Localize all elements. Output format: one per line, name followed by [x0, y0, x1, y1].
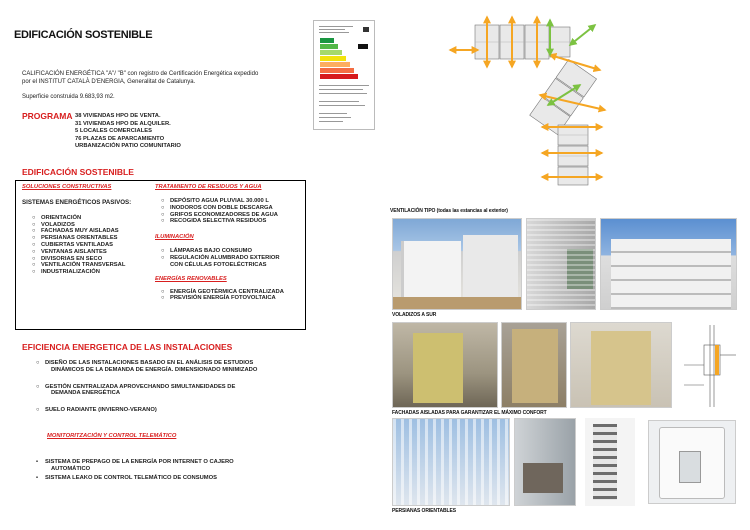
list-item: ○ LÁMPARAS BAJO CONSUMO [161, 248, 253, 255]
section-eficiencia-title: EFICIENCIA ENERGETICA DE LAS INSTALACIONES [22, 342, 233, 352]
programa-item: 38 VIVIENDAS HPO DE VENTA. [75, 113, 161, 119]
list-item-cont: DINÁMICOS DE LA DEMANDA DE ENERGÍA. DIMENSIONADO MINIMIZADO [51, 366, 258, 373]
list-item: ○ DISEÑO DE LAS INSTALACIONES BASADO EN EL ANÁLISIS DE ESTUDIOS [36, 360, 254, 366]
surface-text: Superficie construida 9.683,93 m2. [22, 94, 115, 100]
list-item: ○ GESTIÓN CENTRALIZADA APROVECHANDO SIMULTANEIDADES DE [36, 383, 236, 390]
cert-line-2: por el INSTITUT CATALÀ D'ENERGIA, Generalitat de Catalunya. [22, 78, 196, 85]
energy-certificate-label [313, 20, 375, 130]
list-item: ○ RECOGIDA SELECTIVA RESIDUOS [161, 218, 267, 225]
list-item: ○ REGULACIÓN ALUMBRADO EXTERIOR [161, 254, 280, 261]
caption-persianas: PERSIANAS ORIENTABLES [392, 508, 456, 514]
programa-item: URBANIZACIÓN PATIO COMUNITARIO [75, 143, 181, 150]
list-item: CON CÉLULAS FOTOELÉCTRICAS [170, 261, 267, 268]
list-item: ○ ORIENTACIÓN [32, 214, 82, 221]
list-item: ○ CUBIERTAS VENTILADAS [32, 241, 114, 248]
photo-facade-insulation-1 [392, 322, 498, 408]
photo-persianas-exterior [392, 418, 510, 506]
photo-persianas-interior [514, 418, 576, 506]
residuos-heading: TRATAMIENTO DE RESIDUOS Y AGUA [155, 184, 262, 190]
photo-facade-insulation-3 [570, 322, 672, 408]
list-item: ○ VOLADIZOS [32, 221, 75, 228]
photo-louvre-blades [585, 418, 635, 506]
list-item-cont: DEMANDA ENERGÉTICA [51, 390, 121, 397]
photo-control-panel [648, 420, 736, 504]
list-item: ○ DEPÓSITO AGUA PLUVIAL 30.000 L [161, 198, 269, 204]
list-item: ○ PERSIANAS ORIENTABLES [32, 235, 118, 242]
list-item: • SISTEMA DE PREPAGO DE LA ENERGÍA POR INTERNET O CAJERO [36, 459, 234, 465]
list-item-cont: AUTOMÁTICO [51, 465, 91, 472]
caption-ventilacion: VENTILACIÓN TIPO (todas las estancias al exterior) [390, 208, 508, 214]
list-item: ○ FACHADAS MUY AISLADAS [32, 228, 119, 235]
cert-line-1: CALIFICACIÓN ENERGÉTICA "A"/ "B" con registro de Certificación Energética expedido [22, 71, 259, 77]
eficiencia-list [36, 360, 306, 414]
programa-item: 5 LOCALES COMERCIALES [75, 128, 152, 135]
photo-facade-insulation-2 [501, 322, 567, 408]
soluciones-column [22, 184, 152, 276]
certification-text [22, 71, 307, 86]
list-item: ○ INODOROS CON DOBLE DESCARGA [161, 204, 273, 211]
list-item: ○ SUELO RADIANTE (INVIERNO-VERANO) [36, 407, 157, 414]
list-item: ○ VENTILACIÓN TRANSVERSAL [32, 262, 126, 269]
ventilation-diagram [430, 15, 635, 195]
programa-item: 76 PLAZAS DE APARCAMIENTO [75, 135, 165, 142]
list-item: ○ INDUSTRIALIZACIÓN [32, 269, 100, 276]
monitor-list [36, 459, 306, 481]
iluminacion-heading: ILUMINACIÓN [155, 234, 194, 241]
section-edificacion-title: EDIFICACIÓN SOSTENIBLE [22, 167, 134, 177]
list-item: ○ ENERGÍA GEOTÉRMICA CENTRALIZADA [161, 288, 284, 295]
soluciones-heading: SOLUCIONES CONSTRUCTIVAS [22, 184, 112, 190]
photo-facade-voladizos [600, 218, 737, 310]
list-item: ○ GRIFOS ECONOMIZADORES DE AGUA [161, 211, 278, 218]
list-item: ○ DIVISORIAS EN SECO [32, 255, 103, 262]
list-item: • SISTEMA LEAKO DE CONTROL TELEMÁTICO DE CONSUMOS [36, 474, 217, 481]
caption-voladizos: VOLADIZOS A SUR [392, 312, 437, 318]
caption-fachadas: FACHADAS AISLADAS PARA GARANTIZAR EL MÁXIMO CONFORT [392, 410, 547, 416]
programa-label: PROGRAMA [22, 111, 73, 121]
residuos-column [155, 184, 305, 302]
list-item: ○ PREVISIÓN ENERGÍA FOTOVOLTAICA [161, 295, 276, 302]
photo-building-exterior [392, 218, 522, 310]
energias-heading: ENERGÍAS RENOVABLES [155, 275, 227, 282]
programa-list [75, 113, 181, 151]
monitor-heading: MONITORITZACIÓN Y CONTROL TELEMÁTICO [47, 433, 177, 439]
photo-louvres [526, 218, 596, 310]
facade-section-drawing [680, 325, 740, 407]
programa-item: 31 VIVIENDAS HPO DE ALQUILER. [75, 120, 171, 127]
soluciones-subheading: SISTEMAS ENERGÉTICOS PASIVOS: [22, 199, 132, 206]
list-item: ○ VENTANAS AISLANTES [32, 248, 107, 255]
page-title: EDIFICACIÓN SOSTENIBLE [14, 29, 153, 41]
